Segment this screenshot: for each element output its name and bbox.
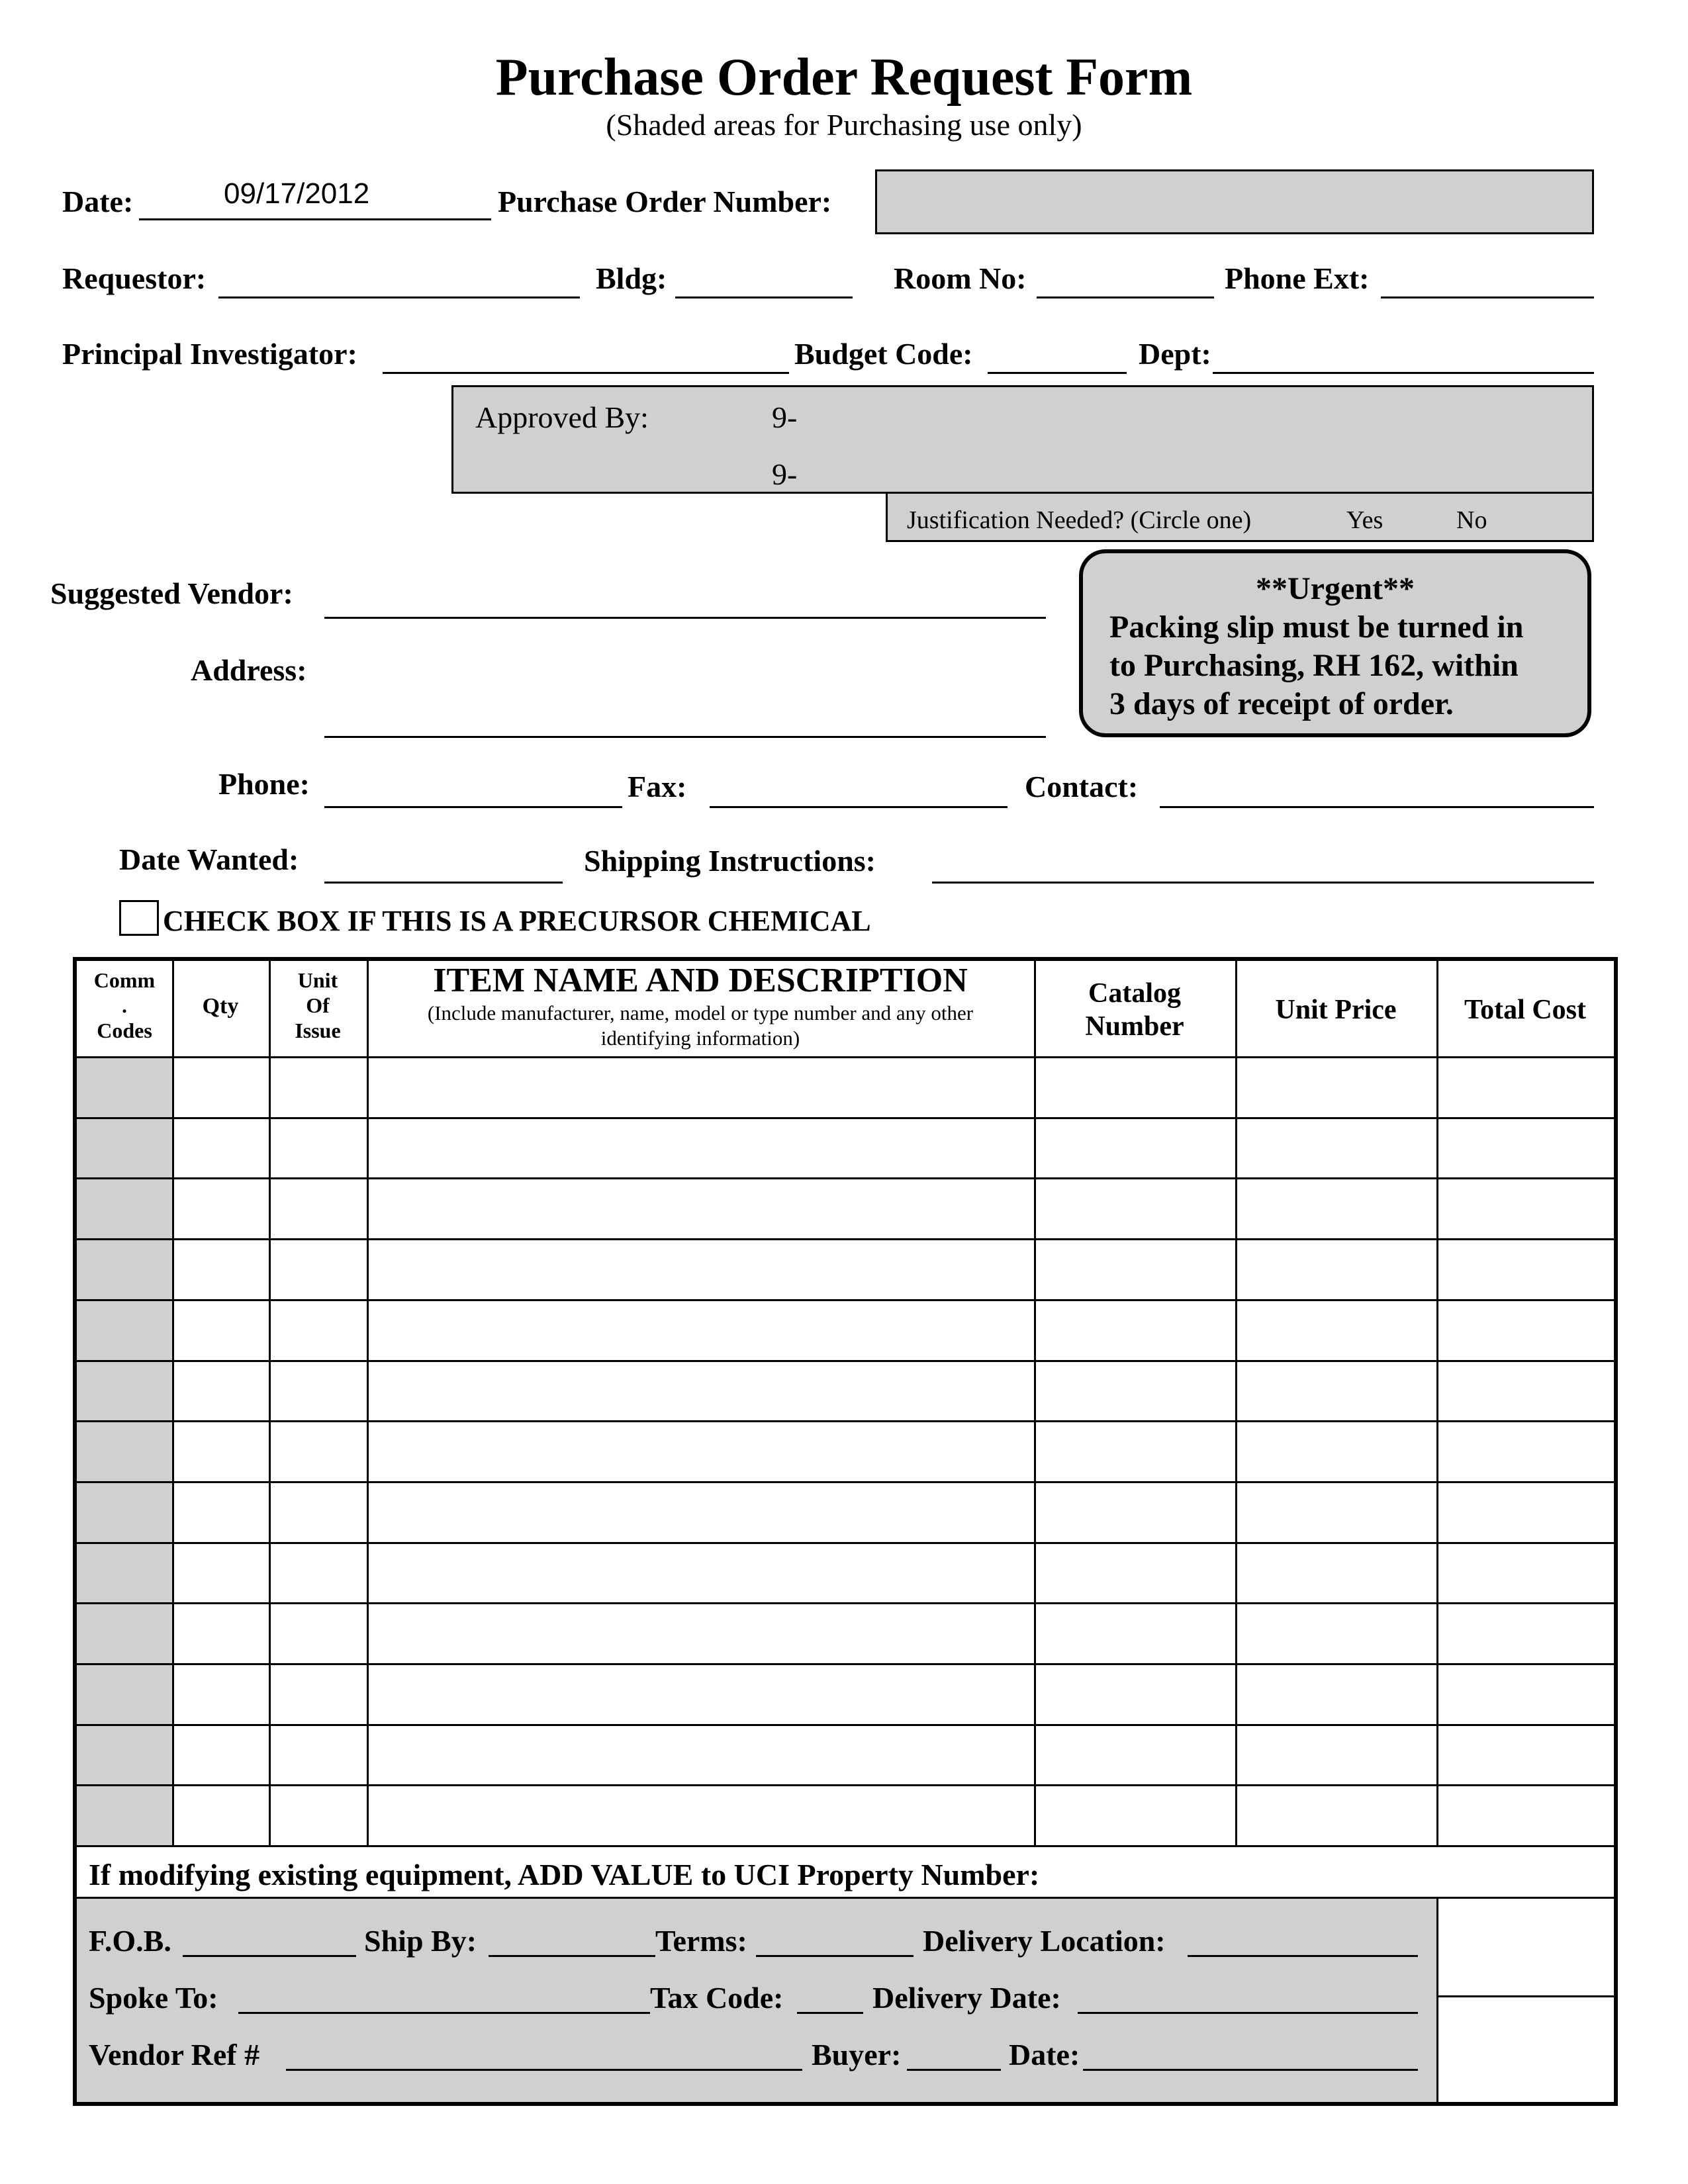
col-comm-line-3: Codes xyxy=(97,1019,152,1042)
vendor-ref-field[interactable] xyxy=(286,2068,802,2071)
col-header-qty: Qty xyxy=(202,994,239,1019)
suggested-vendor-label: Suggested Vendor: xyxy=(50,576,293,610)
urgent-heading: **Urgent** xyxy=(1256,571,1415,606)
approved-by-label: Approved By: xyxy=(475,400,649,434)
dept-field[interactable] xyxy=(1213,371,1594,374)
table-row[interactable] xyxy=(77,1544,1614,1603)
date-field[interactable] xyxy=(139,217,491,220)
spoke-to-label: Spoke To: xyxy=(89,1981,218,2015)
po-number-label: Purchase Order Number: xyxy=(498,185,832,218)
date-label: Date: xyxy=(62,185,134,218)
precursor-checkbox[interactable] xyxy=(119,900,159,936)
phone-ext-label: Phone Ext: xyxy=(1225,261,1370,295)
precursor-label: CHECK BOX IF THIS IS A PRECURSOR CHEMICAL xyxy=(163,905,871,937)
contact-field[interactable] xyxy=(1160,805,1594,808)
fob-label: F.O.B. xyxy=(89,1924,171,1958)
address-label: Address: xyxy=(191,653,307,687)
budget-code-label: Budget Code: xyxy=(794,337,973,371)
fob-field[interactable] xyxy=(183,1954,356,1957)
footer-date-field[interactable] xyxy=(1083,2068,1418,2071)
col-catalog-line-1: Catalog xyxy=(1088,978,1181,1009)
col-header-item xyxy=(367,961,1034,1051)
contact-label: Contact: xyxy=(1025,770,1139,803)
requestor-label: Requestor: xyxy=(62,261,207,295)
fax-label: Fax: xyxy=(628,770,687,803)
fax-field[interactable] xyxy=(710,805,1008,808)
justification-label: Justification Needed? (Circle one) xyxy=(907,506,1252,534)
terms-field[interactable] xyxy=(756,1954,914,1957)
urgent-line-3: 3 days of receipt of order. xyxy=(1109,686,1454,721)
bldg-field[interactable] xyxy=(675,295,853,298)
buyer-field[interactable] xyxy=(907,2068,1001,2071)
justification-yes[interactable]: Yes xyxy=(1346,506,1383,534)
table-row[interactable] xyxy=(77,1301,1614,1360)
table-row[interactable] xyxy=(77,1726,1614,1785)
shipping-label: Shipping Instructions: xyxy=(584,844,876,878)
bldg-label: Bldg: xyxy=(596,261,667,295)
date-wanted-field[interactable] xyxy=(324,880,563,884)
col-header-comm-codes xyxy=(77,968,172,1043)
address-field[interactable] xyxy=(324,735,1046,738)
col-unit-line-2: Of xyxy=(306,993,330,1017)
table-row[interactable] xyxy=(77,1179,1614,1238)
phone-label: Phone: xyxy=(218,767,310,801)
approval-code-2: 9- xyxy=(772,457,798,491)
page-title: Purchase Order Request Form xyxy=(495,48,1193,107)
suggested-vendor-field[interactable] xyxy=(324,615,1046,619)
table-border-bottom xyxy=(73,2102,1618,2106)
urgent-line-1: Packing slip must be turned in xyxy=(1109,610,1524,645)
delivery-location-field[interactable] xyxy=(1188,1954,1418,1957)
col-unit-line-1: Unit xyxy=(297,968,338,992)
table-row[interactable] xyxy=(77,1786,1614,1845)
room-label: Room No: xyxy=(894,261,1027,295)
date-value: 09/17/2012 xyxy=(224,177,370,210)
room-field[interactable] xyxy=(1037,295,1214,298)
table-row[interactable] xyxy=(77,1119,1614,1178)
col-item-sub-1: (Include manufacturer, name, model or type number and any other xyxy=(427,1001,974,1024)
footer-right-divider xyxy=(1436,1897,1438,2102)
col-comm-line-1: Comm xyxy=(93,968,156,992)
footer-right-split xyxy=(1436,1995,1614,1997)
table-row[interactable] xyxy=(77,1604,1614,1663)
col-comm-line-2: . xyxy=(122,993,127,1017)
tax-code-field[interactable] xyxy=(797,2011,863,2014)
table-row-divider xyxy=(77,1845,1614,1847)
table-border-top xyxy=(73,957,1618,961)
spoke-to-field[interactable] xyxy=(238,2011,650,2014)
tax-code-label: Tax Code: xyxy=(650,1981,784,2015)
delivery-date-field[interactable] xyxy=(1078,2011,1418,2014)
phone-field[interactable] xyxy=(324,805,622,808)
table-row[interactable] xyxy=(77,1422,1614,1481)
pi-label: Principal Investigator: xyxy=(62,337,357,371)
table-row[interactable] xyxy=(77,1058,1614,1117)
table-border-right xyxy=(1614,957,1618,2106)
pi-field[interactable] xyxy=(383,371,789,374)
table-row[interactable] xyxy=(77,1240,1614,1299)
col-item-title: ITEM NAME AND DESCRIPTION xyxy=(433,962,968,999)
budget-code-field[interactable] xyxy=(988,371,1127,374)
col-header-unit-of-issue xyxy=(269,968,367,1043)
vendor-ref-label: Vendor Ref # xyxy=(89,2038,260,2071)
footer-date-label: Date: xyxy=(1009,2038,1080,2071)
requestor-field[interactable] xyxy=(218,295,580,298)
justification-no[interactable]: No xyxy=(1456,506,1487,534)
col-item-sub-2: identifying information) xyxy=(600,1026,800,1050)
page-subtitle: (Shaded areas for Purchasing use only) xyxy=(606,108,1082,142)
terms-label: Terms: xyxy=(655,1924,747,1958)
modify-equipment-label: If modifying existing equipment, ADD VALUE to UCI Property Number: xyxy=(89,1858,1040,1891)
buyer-label: Buyer: xyxy=(812,2038,902,2071)
delivery-location-label: Delivery Location: xyxy=(923,1924,1166,1958)
table-border-left xyxy=(73,957,77,2106)
table-row[interactable] xyxy=(77,1362,1614,1421)
delivery-date-label: Delivery Date: xyxy=(872,1981,1061,2015)
col-header-total-cost: Total Cost xyxy=(1464,995,1586,1025)
ship-by-label: Ship By: xyxy=(364,1924,477,1958)
phone-ext-field[interactable] xyxy=(1381,295,1594,298)
ship-by-field[interactable] xyxy=(489,1954,655,1957)
approval-code-1: 9- xyxy=(772,400,798,434)
col-unit-line-3: Issue xyxy=(295,1019,341,1042)
dept-label: Dept: xyxy=(1139,337,1211,371)
col-catalog-line-2: Number xyxy=(1085,1011,1184,1042)
modify-row-divider xyxy=(77,1897,1614,1899)
col-header-unit-price: Unit Price xyxy=(1275,995,1397,1025)
po-number-field[interactable] xyxy=(875,169,1594,234)
table-row[interactable] xyxy=(77,1483,1614,1542)
table-row[interactable] xyxy=(77,1665,1614,1724)
date-wanted-label: Date Wanted: xyxy=(119,842,299,876)
shipping-field[interactable] xyxy=(932,880,1594,884)
col-header-catalog xyxy=(1034,977,1235,1043)
urgent-line-2: to Purchasing, RH 162, within xyxy=(1109,648,1519,683)
